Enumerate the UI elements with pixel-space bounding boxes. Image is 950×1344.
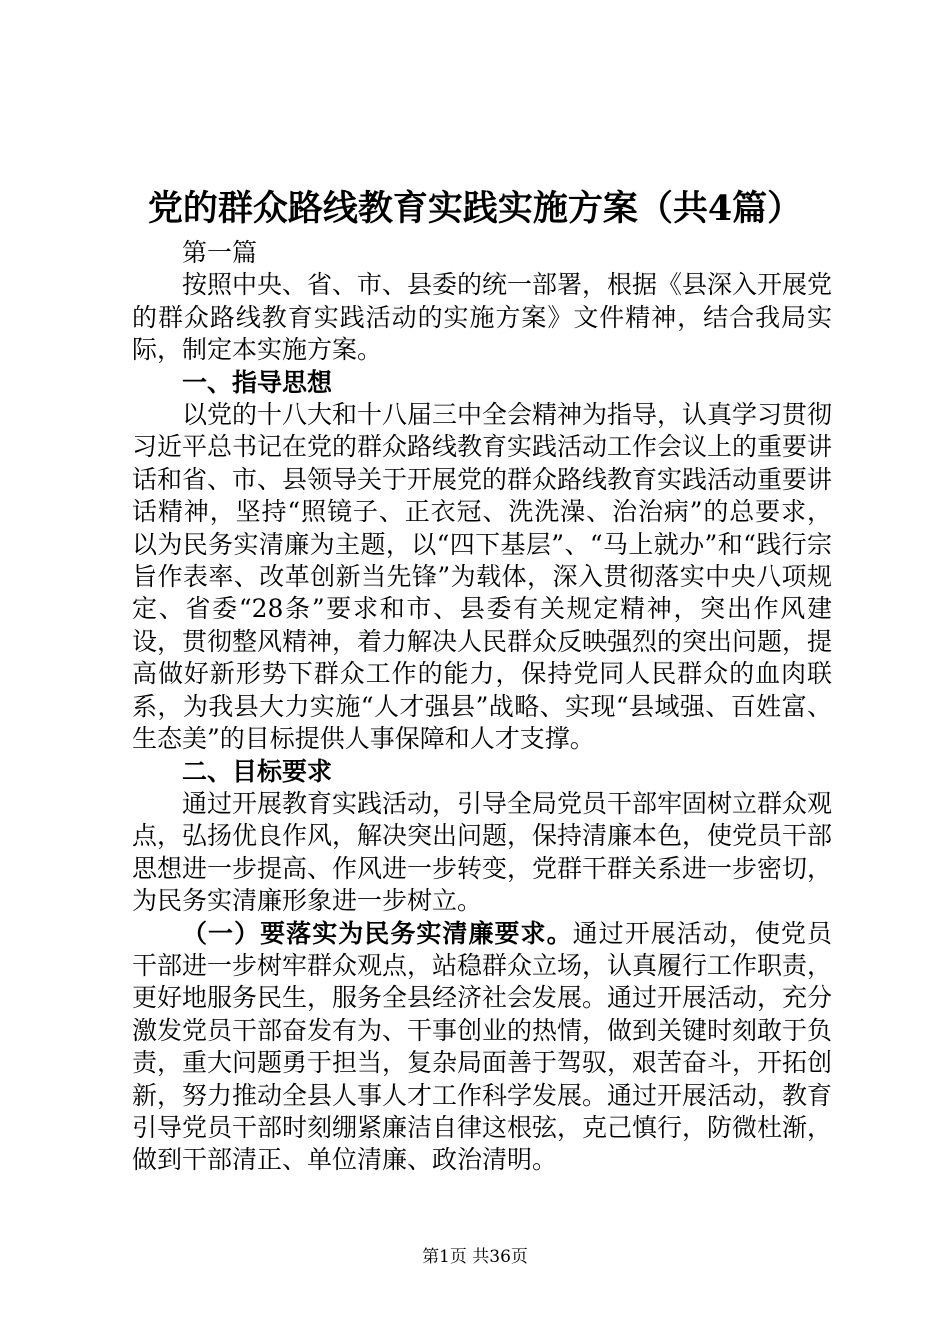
document-body xyxy=(132,237,832,1177)
intro-paragraph: 按照中央、省、市、县委的统一部署，根据《县深入开展党的群众路线教育实践活动的实施方案》文件精神，结合我局实际，制定本实施方案。 xyxy=(132,270,833,365)
heading-goals: 二、目标要求 xyxy=(182,756,333,786)
requirement-lead: （一）要落实为民务实清廉要求。 xyxy=(182,918,573,948)
document-title: 党的群众路线教育实践实施方案（共4篇） xyxy=(147,188,803,229)
requirement-paragraph xyxy=(132,918,832,1177)
page-footer: 第1页 共36页 xyxy=(422,1247,528,1267)
guiding-ideology-paragraph: 以党的十八大和十八届三中全会精神为指导，认真学习贯彻习近平总书记在党的群众路线教育实践活动工作会议上的重要讲话和省、市、县领导关于开展党的群众路线教育实践活动重要讲话精神，坚持“照镜子、正衣冠、洗洗澡、治治病”的总要求，以为民务实清廉为主题，以“四下基层”、“马上就办”和“践行宗旨作表率、改革创新当先锋”为载体，深入贯彻落实中央八项规定、省委“28条”要求和市、县委有关规定精神，突出作风建设，贯彻整风精神，着力解决人民群众反映强烈的突出问题，提高做好新形势下群众工作的能力，保持党同人民群众的血肉联系，为我县大力实施“人才强县”战略、实现“县域强、百姓富、生态美”的目标提供人事保障和人才支撑。 xyxy=(132,400,833,754)
section-label: 第一篇 xyxy=(182,238,258,267)
goals-paragraph: 通过开展教育实践活动，引导全局党员干部牢固树立群众观点，弘扬优良作风，解决突出问题，保持清廉本色，使党员干部思想进一步提高、作风进一步转变，党群干群关系进一步密切，为民务实清廉形象进一步树立。 xyxy=(132,788,833,916)
requirement-text: 通过开展活动，使党员干部进一步树牢群众观点，站稳群众立场，认真履行工作职责，更好地服务民生，服务全县经济社会发展。通过开展活动，充分激发党员干部奋发有为、干事创业的热情，做到关键时刻敢于负责，重大问题勇于担当，复杂局面善于驾驭，艰苦奋斗，开拓创新，努力推动全县人事人才工作科学发展。通过开展活动，教育引导党员干部时刻绷紧廉洁自律这根弦，克己慎行，防微杜渐，做到干部清正、单位清廉、政治清明。 xyxy=(132,918,833,1175)
heading-guiding-ideology: 一、指导思想 xyxy=(182,367,333,397)
